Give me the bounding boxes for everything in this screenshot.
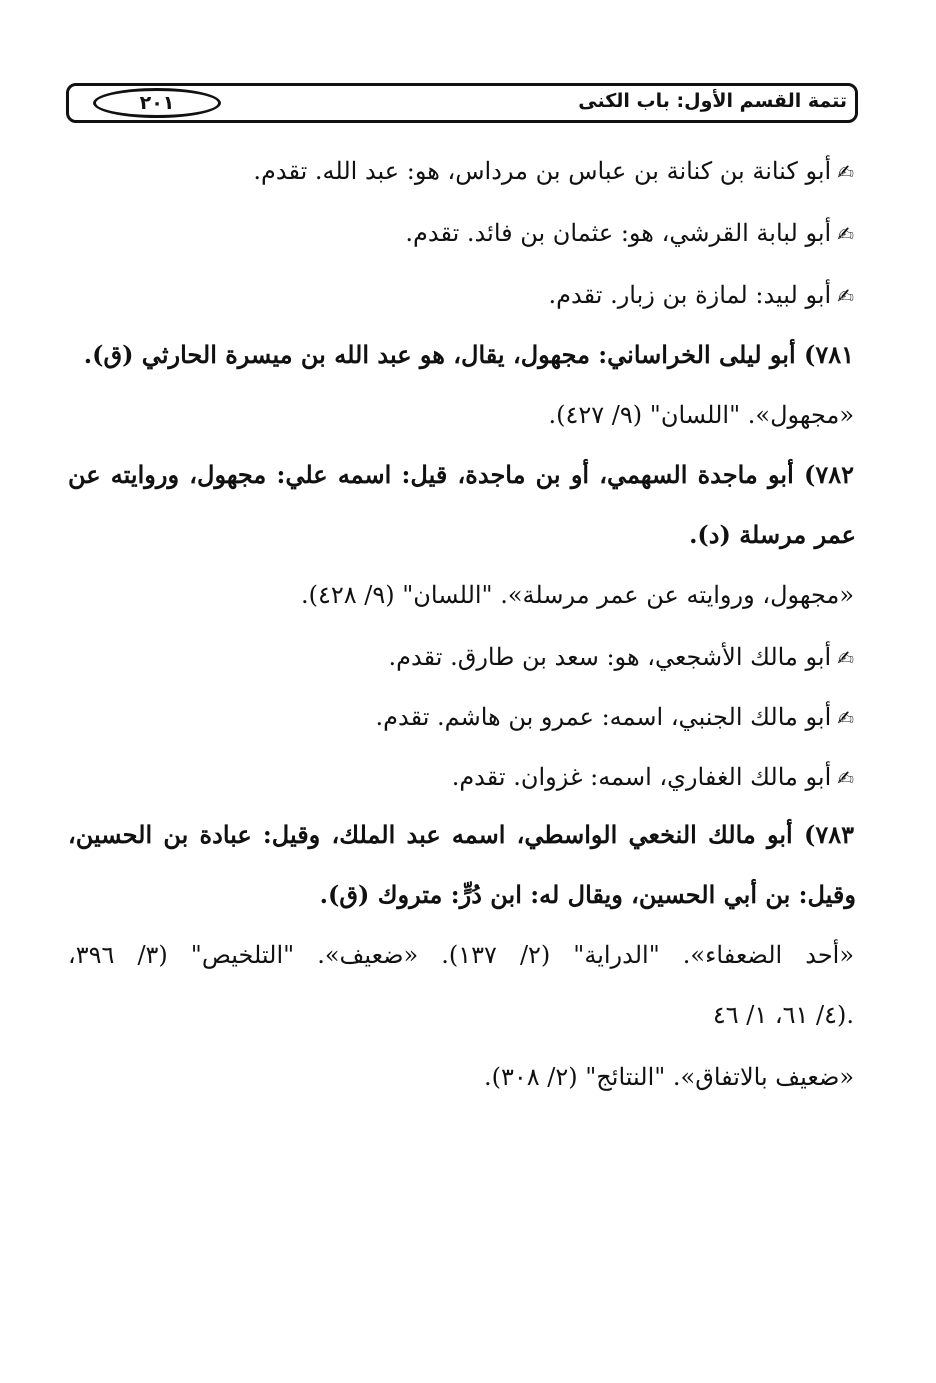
entry-cross-reference	[549, 278, 854, 313]
entry-text: أبو مالك الجنبي، اسمه: عمرو بن هاشم. تقدم.	[375, 703, 832, 731]
entry-782: ٧٨٢) أبو ماجدة السهمي، أو بن ماجدة، قيل: اسمه علي: مجهول، وروايته عن	[68, 460, 854, 489]
entry-cross-reference	[452, 760, 854, 795]
entry-cross-reference	[253, 154, 854, 189]
entry-text: أبو لبابة القرشي، هو: عثمان بن فائد. تقدم.	[405, 219, 832, 247]
entry-781: ٧٨١) أبو ليلى الخراساني: مجهول، يقال، هو عبد الله بن ميسرة الحارثي (ق).	[83, 340, 854, 369]
pen-icon: ✍	[837, 766, 854, 790]
entry-781-quote: «مجهول». "اللسان" (٩/ ٤٢٧).	[548, 401, 854, 429]
entry-text: أبو مالك الغفاري، اسمه: غزوان. تقدم.	[451, 763, 832, 791]
page-header	[66, 83, 858, 123]
pen-icon: ✍	[837, 222, 854, 246]
pen-icon: ✍	[837, 160, 854, 184]
entry-783-quote-2: «ضعيف بالاتفاق». "النتائج" (٢/ ٣٠٨).	[483, 1063, 854, 1091]
page-number: ٢٠١	[93, 88, 221, 118]
entry-cross-reference	[376, 700, 855, 735]
pen-icon: ✍	[837, 706, 854, 730]
running-title: تتمة القسم الأول: باب الكنى	[578, 90, 847, 112]
entry-783-continuation: وقيل: بن أبي الحسين، ويقال له: ابن دُرٍّ: متروك (ق).	[319, 880, 856, 909]
entry-text: أبو لبيد: لمازة بن زبار. تقدم.	[548, 281, 832, 309]
entry-783: ٧٨٣) أبو مالك النخعي الواسطي، اسمه عبد الملك، وقيل: عبادة بن الحسين،	[68, 820, 854, 849]
entry-783-quote-continuation: ٤/ ٦١، ١/ ٤٦).	[712, 1001, 854, 1029]
entry-cross-reference	[389, 640, 854, 675]
pen-icon: ✍	[837, 284, 854, 308]
entry-782-continuation: عمر مرسلة (د).	[689, 520, 856, 549]
entry-782-quote: «مجهول، وروايته عن عمر مرسلة». "اللسان" (٩/ ٤٢٨).	[300, 581, 854, 609]
entry-783-quote: «أحد الضعفاء». "الدراية" (٢/ ١٣٧). «ضعيف». "التلخيص" (٣/ ٣٩٦،	[68, 941, 854, 969]
pen-icon: ✍	[837, 646, 854, 670]
entry-text: أبو مالك الأشجعي، هو: سعد بن طارق. تقدم.	[388, 643, 832, 671]
entry-text: أبو كنانة بن كنانة بن عباس بن مرداس، هو: عبد الله. تقدم.	[253, 157, 832, 185]
entry-cross-reference	[405, 216, 854, 251]
